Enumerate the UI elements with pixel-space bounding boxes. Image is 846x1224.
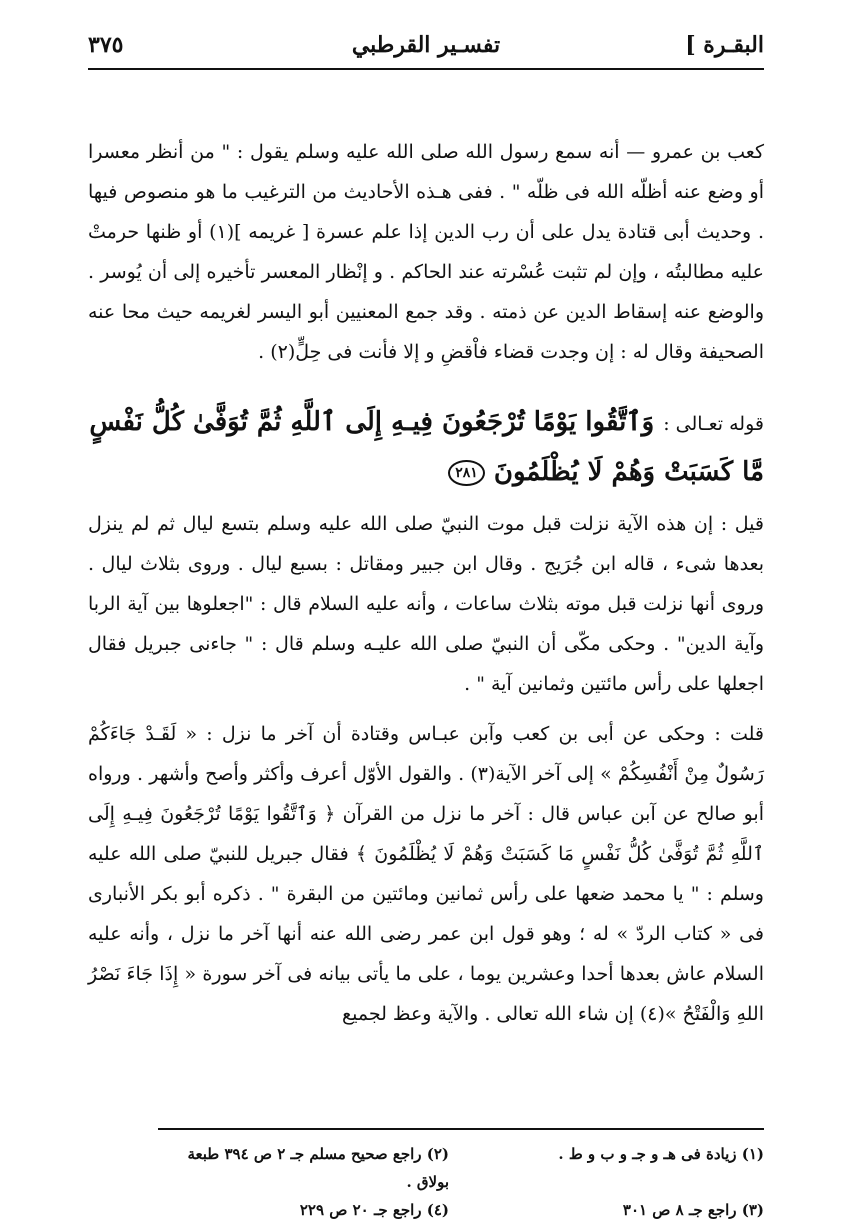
paragraph-2: قيل : إن هذه الآية نزلت قبل موت النبيّ صلى الله عليه وسلم بتسع ليال ثم لم ينزل بعدها شىء ، قاله ابن جُرَيج . وقال ابن جبير ومقاتل : بسبع ليال . وروى بثلاث ليال . وروى أنها نزلت قبل موته بثلاث ساعات ، وأنه عليه السلام قال : "اجعلوها بين آية الربا وآية الدين" . وحكى مكّى أن النبيّ صلى الله عليـه وسلم قال : " جاءنى جبريل فقال اجعلها على رأس مائتين وثمانين آية " . — [88, 513, 764, 695]
surah-name: البقـرة ] — [685, 32, 764, 58]
verse-number-marker: ٢٨١ — [448, 460, 485, 486]
paragraph-3: قلت : وحكى عن أبى بن كعب وآبن عبـاس وقتادة أن آخر ما نزل : « لَقَـدْ جَاءَكُمْ رَسُولٌ مِنْ أَنْفُسِكُمْ » إلى آخر الآية(٣) . والقول الأوّل أعرف وأكثر وأصح وأشهر . ورواه أبو صالح عن آبن عباس قال : آخر ما نزل من القرآن ﴿ وَٱتَّقُوا يَوْمًا تُرْجَعُونَ فِيـهِ إِلَى ٱللَّهِ ثُمَّ تُوَفَّىٰ كُلُّ نَفْسٍ مَا كَسَبَتْ وَهُمْ لَا يُظْلَمُونَ ﴾ فقال جبريل للنبيّ صلى الله عليه وسلم : " يا محمد ضعها على رأس ثمانين ومائتين من البقرة " . ذكره أبو بكر الأنبارى فى « كتاب الردّ » له ؛ وهو قول ابن عمر رضى الله عنه أنها آخر ما نزل ، وأنه عليه السلام عاش بعدها أحدا وعشرين يوما ، على ما يأتى بيانه فى آخر سورة « إِذَا جَاءَ نَصْرُ اللهِ وَالْفَتْحُ »(٤) إن شاء الله تعالى . والآية وعظ لجميع — [88, 723, 765, 1025]
verse-lead: قوله تعـالى : — [663, 413, 764, 435]
footnote-3: (٣) راجع جـ ٨ ص ٣٠١ — [622, 1201, 764, 1219]
footnote-2: (٢) راجع صحيح مسلم جـ ٢ ص ٣٩٤ طبعة بولاق . — [187, 1145, 449, 1191]
book-title: تفسـير القرطبي — [351, 32, 501, 58]
footnote-list — [158, 1140, 764, 1224]
quran-verse — [88, 398, 764, 496]
footnotes — [88, 1128, 764, 1224]
verse-text: وَٱتَّقُوا يَوْمًا تُرْجَعُونَ فِيـهِ إِلَى ٱللَّهِ ثُمَّ تُوَفَّىٰ كُلُّ نَفْسٍ مَّا كَسَبَتْ وَهُمْ لَا يُظْلَمُونَ — [89, 407, 764, 487]
page — [88, 28, 765, 1219]
footnote-4: (٤) راجع جـ ٢٠ ص ٢٢٩ — [299, 1201, 449, 1219]
footnote-divider — [158, 1128, 764, 1130]
footnote-1: (١) زيادة فى هـ و جـ و ب و ط . — [558, 1145, 764, 1163]
paragraph-1: كعب بن عمرو — أنه سمع رسول الله صلى الله عليه وسلم يقول : " من أنظر معسرا أو وضع عنه أظلّه الله فى ظلّه " . ففى هـذه الأحاديث من الترغيب ما هو منصوص فيها . وحديث أبى قتادة يدل على أن رب الدين إذا علم عسرة [ غريمه ](١) أو ظنها حرمتْ عليه مطالبتُه ، وإن لم تثبت عُسْرته عند الحاكم . و إنْظار المعسر تأخيره إلى أن يُوسر . والوضع عنه إسقاط الدين عن ذمته . وقد جمع المعنيين أبو اليسر لغريمه حيث محا عنه الصحيفة وقال له : إن وجدت قضاء فاْقضِ و إلا فأنت فى حِلٍّ(٢) . — [88, 141, 765, 363]
page-number: ٣٧٥ — [88, 32, 124, 58]
page-header — [88, 28, 764, 70]
